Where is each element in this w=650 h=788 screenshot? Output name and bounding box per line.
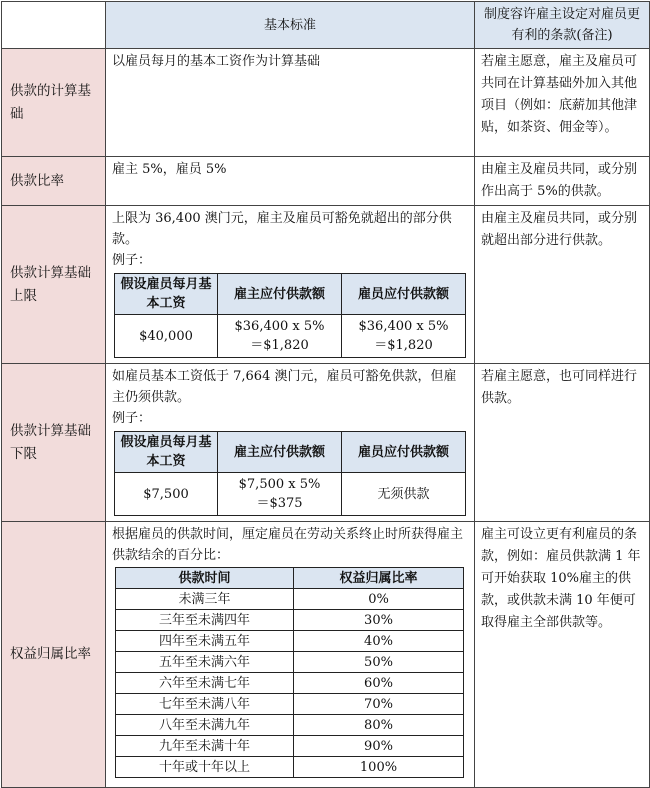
- row-label: 供款比率: [2, 157, 106, 206]
- remarks-cell: 雇主可设立更有利雇员的条款，例如：雇员供款满 1 年可开始获取 10%雇主的供款，或供款未满 10 年便可取得雇主全部供款等。: [475, 522, 650, 788]
- table-row: 八年至未满九年 80%: [116, 715, 464, 736]
- example-salary: $7,500: [115, 473, 218, 516]
- row-contribution-rate: [2, 157, 650, 206]
- example-table: [114, 431, 466, 516]
- remarks-cell: 若雇主愿意，雇主及雇员可共同在计算基础外加入其他项目（例如：底薪加其他津贴，如茶资、佣金等）。: [475, 49, 650, 157]
- remarks-cell: 由雇主及雇员共同，或分别作出高于 5%的供款。: [475, 157, 650, 206]
- table-row: 四年至未满五年 40%: [116, 631, 464, 652]
- vesting-table: [115, 567, 464, 778]
- example-employer-amount: $7,500 x 5% ＝$375: [218, 473, 342, 516]
- remarks-cell: 若雇主愿意，也可同样进行供款。: [475, 364, 650, 522]
- example-employer-amount: $36,400 x 5% ＝$1,820: [218, 315, 342, 358]
- table-row: 六年至未满七年 60%: [116, 673, 464, 694]
- table-row: 未满三年 0%: [116, 589, 464, 610]
- example-header-salary: 假设雇员每月基本工资: [115, 274, 218, 315]
- row-label: 供款的计算基础: [2, 49, 106, 157]
- row-label: 权益归属比率: [2, 522, 106, 788]
- vesting-header-period: 供款时间: [116, 568, 294, 589]
- vesting-header-ratio: 权益归属比率: [294, 568, 464, 589]
- standard-cell: 以雇员每月的基本工资作为计算基础: [106, 49, 475, 157]
- pension-scheme-table: [1, 1, 650, 788]
- row-upper-limit: [2, 206, 650, 364]
- standard-cell: 雇主 5%，雇员 5%: [106, 157, 475, 206]
- row-label: 供款计算基础下限: [2, 364, 106, 522]
- header-remarks: 制度容许雇主设定对雇员更有利的条款(备注): [475, 2, 650, 49]
- example-header-employer: 雇主应付供款额: [218, 432, 342, 473]
- standard-cell: [106, 206, 475, 364]
- row-label: 供款计算基础上限: [2, 206, 106, 364]
- example-header-employee: 雇员应付供款额: [342, 274, 466, 315]
- table-row: 三年至未满四年 30%: [116, 610, 464, 631]
- standard-text: 上限为 36,400 澳门元，雇主及雇员可豁免就超出的部分供款。: [112, 211, 452, 247]
- example-table: [114, 273, 466, 358]
- standard-text: 如雇员基本工资低于 7,664 澳门元，雇员可豁免供款，但雇主仍须供款。: [112, 369, 457, 405]
- table-row: 五年至未满六年 50%: [116, 652, 464, 673]
- example-employee-amount: 无须供款: [342, 473, 466, 516]
- standard-cell: [106, 522, 475, 788]
- table-row: 七年至未满八年 70%: [116, 694, 464, 715]
- example-label: 例子：: [112, 411, 152, 426]
- table-row: 十年或十年以上 100%: [116, 757, 464, 778]
- example-employee-amount: $36,400 x 5% ＝$1,820: [342, 315, 466, 358]
- header-corner-cell: [2, 2, 106, 49]
- standard-cell: [106, 364, 475, 522]
- remarks-cell: 由雇主及雇员共同，或分别就超出部分进行供款。: [475, 206, 650, 364]
- example-header-employee: 雇员应付供款额: [342, 432, 466, 473]
- row-vesting: [2, 522, 650, 788]
- example-header-employer: 雇主应付供款额: [218, 274, 342, 315]
- table-row: 九年至未满十年 90%: [116, 736, 464, 757]
- header-row: [2, 2, 650, 49]
- standard-text: 根据雇员的供款时间，厘定雇员在劳动关系终止时所获得雇主供款结余的百分比：: [112, 527, 464, 563]
- example-salary: $40,000: [115, 315, 218, 358]
- example-header-salary: 假设雇员每月基本工资: [115, 432, 218, 473]
- row-lower-limit: [2, 364, 650, 522]
- header-standard: 基本标准: [106, 2, 475, 49]
- row-contribution-base: [2, 49, 650, 157]
- example-label: 例子：: [112, 253, 152, 268]
